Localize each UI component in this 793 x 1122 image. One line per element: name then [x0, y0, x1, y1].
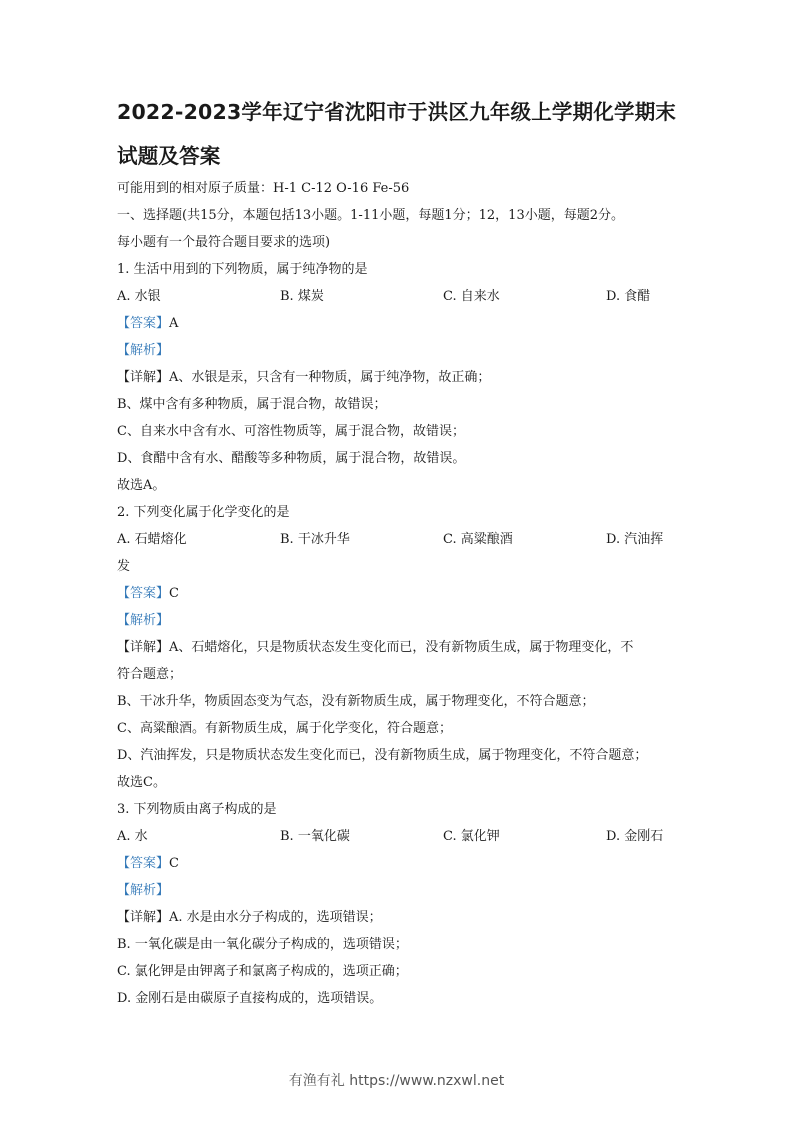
atomic-masses: 可能用到的相对原子质量：H-1 C-12 O-16 Fe-56 [117, 181, 410, 196]
question-2-detail-line: D、汽油挥发，只是物质状态发生变化而已，没有新物质生成，属于物理变化，不符合题意； [117, 748, 648, 763]
answer-label: 【答案】 [117, 856, 170, 871]
question-1-analysis-label [117, 342, 169, 360]
question-3-stem: 3. 下列物质由离子构成的是 [117, 802, 277, 817]
document-title-line2: 试题及答案 [117, 144, 221, 168]
question-1-detail-line: C、自来水中含有水、可溶性物质等，属于混合物，故错误； [117, 424, 465, 439]
question-1-stem: 1. 生活中用到的下列物质，属于纯净物的是 [117, 262, 368, 277]
question-2-detail-line: 符合题意； [117, 667, 183, 682]
question-3-answer [117, 855, 179, 873]
option-c: C. 氯化钾 [443, 829, 500, 844]
question-3-detail-line [117, 909, 382, 927]
footer-watermark: 有渔有礼 https://www.nzxwl.net [288, 1073, 505, 1089]
question-1-detail-line: B、煤中含有多种物质，属于混合物，故错误； [117, 397, 387, 412]
option-a: A. 水 [117, 829, 148, 844]
question-2-conclusion: 故选C。 [117, 775, 166, 790]
detail-text: A、石蜡熔化，只是物质状态发生变化而已，没有新物质生成，属于物理变化，不 [169, 640, 634, 655]
option-b: B. 一氧化碳 [280, 829, 350, 844]
question-1-conclusion: 故选A。 [117, 478, 166, 493]
option-a: A. 石蜡熔化 [117, 532, 187, 547]
question-3-detail-line: C. 氯化钾是由钾离子和氯离子构成的，选项正确； [117, 964, 408, 979]
answer-value: C [169, 586, 179, 601]
answer-label: 【答案】 [117, 316, 170, 331]
document-title-line1: 2022-2023学年辽宁省沈阳市于洪区九年级上学期化学期末 [117, 100, 677, 124]
analysis-label: 【解析】 [117, 343, 170, 358]
answer-value: A [169, 316, 179, 331]
option-b: B. 煤炭 [280, 289, 324, 304]
question-2-analysis-label [117, 612, 169, 630]
analysis-label: 【解析】 [117, 613, 170, 628]
question-2-detail-line: B、干冰升华，物质固态变为气态，没有新物质生成，属于物理变化，不符合题意； [117, 694, 595, 709]
answer-value: C [169, 856, 179, 871]
question-3-detail-line: D. 金刚石是由碳原子直接构成的，选项错误。 [117, 991, 383, 1006]
option-d: D. 汽油挥 [606, 532, 664, 547]
question-2-answer [117, 585, 179, 603]
question-3-analysis-label [117, 882, 169, 900]
question-2-stem: 2. 下列变化属于化学变化的是 [117, 505, 290, 520]
option-d: D. 金刚石 [606, 829, 664, 844]
section-heading-line1: 一、选择题(共15分，本题包括13小题。1-11小题，每题1分；12，13小题，每题2分。 [117, 208, 624, 223]
option-b: B. 干冰升华 [280, 532, 350, 547]
question-1-detail-line [117, 369, 490, 387]
detail-label: 【详解】 [117, 640, 170, 655]
option-c: C. 高粱酿酒 [443, 532, 513, 547]
detail-label: 【详解】 [117, 910, 170, 925]
question-1-detail-line: D、食醋中含有水、醋酸等多种物质，属于混合物，故错误。 [117, 451, 466, 466]
question-2-detail-line [117, 639, 633, 657]
option-d: D. 食醋 [606, 289, 651, 304]
option-c: C. 自来水 [443, 289, 500, 304]
question-3-detail-line: B. 一氧化碳是由一氧化碳分子构成的，选项错误； [117, 937, 408, 952]
option-a: A. 水银 [117, 289, 161, 304]
question-2-detail-line: C、高粱酿酒。有新物质生成，属于化学变化，符合题意； [117, 721, 452, 736]
question-1-answer [117, 315, 178, 333]
detail-text: A、水银是汞，只含有一种物质，属于纯净物，故正确； [169, 370, 491, 385]
question-2-option-wrap: 发 [117, 559, 131, 574]
section-heading-line2: 每小题有一个最符合题目要求的选项) [117, 235, 331, 250]
answer-label: 【答案】 [117, 586, 170, 601]
analysis-label: 【解析】 [117, 883, 170, 898]
detail-label: 【详解】 [117, 370, 170, 385]
detail-text: A. 水是由水分子构成的，选项错误； [169, 910, 382, 925]
